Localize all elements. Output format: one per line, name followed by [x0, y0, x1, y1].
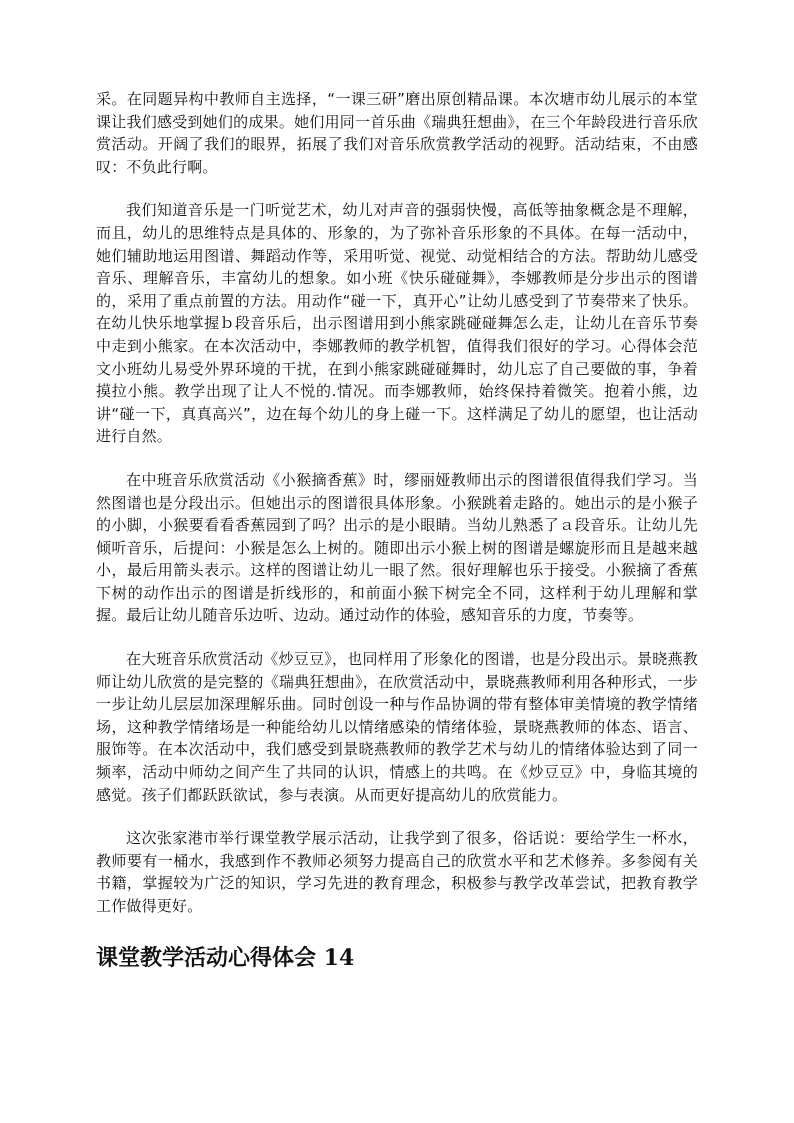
paragraph-conclusion: 这次张家港市举行课堂教学展示活动，让我学到了很多，俗话说：要给学生一杯水，教师要有一桶水，我感到作不教师必须努力提高自己的欣赏水平和艺术修养。多参阅有关书籍，掌握较为广泛的知识，学习先进的教育理念，积极参与教学改革尝试，把教育教学工作做得更好。	[96, 829, 698, 915]
paragraph-senior-class: 在大班音乐欣赏活动《炒豆豆》，也同样用了形象化的图谱，也是分段出示。景晓燕教师让幼儿欣赏的是完整的《瑞典狂想曲》，在欣赏活动中，景晓燕教师利用各种形式，一步一步让幼儿层层加深理解乐曲。同时创设一种与作品协调的带有整体审美情境的教学情绪场，这种教学情绪场是一种能给幼儿以情绪感染的情绪体验，景晓燕教师的体态、语言、服饰等。在本次活动中，我们感受到景晓燕教师的教学艺术与幼儿的情绪体验达到了同一频率，活动中师幼之间产生了共同的认识，情感上的共鸣。在《炒豆豆》中，身临其境的感觉。孩子们都跃跃欲试，参与表演。从而更好提高幼儿的欣赏能力。	[96, 650, 698, 804]
document-page	[96, 88, 698, 973]
paragraph-continuation: 采。在同题异构中教师自主选择，“一课三研”磨出原创精品课。本次塘市幼儿展示的本堂课让我们感受到她们的成果。她们用同一首乐曲《瑞典狂想曲》，在三个年龄段进行音乐欣赏活动。开阔了我们的眼界，拓展了我们对音乐欣赏教学活动的视野。活动结束，不由感叹：不负此行啊。	[96, 90, 698, 176]
section-heading: 课堂教学活动心得体会 14	[96, 944, 355, 971]
paragraph-middle-class: 在中班音乐欣赏活动《小猴摘香蕉》时，缪丽娅教师出示的图谱很值得我们学习。当然图谱也是分段出示。但她出示的图谱很具体形象。小猴跳着走路的。她出示的是小猴子的小脚，小猴要看看香蕉园到了吗？出示的是小眼睛。当幼儿熟悉了ａ段音乐。让幼儿先倾听音乐，后提问：小猴是怎么上树的。随即出示小猴上树的图谱是螺旋形而且是越来越小，最后用箭头表示。这样的图谱让幼儿一眼了然。很好理解也乐于接受。小猴摘了香蕉下树的动作出示的图谱是折线形的，和前面小猴下树完全不同，这样利于幼儿理解和掌握。最后让幼儿随音乐边听、边动。通过动作的体验，感知音乐的力度，节奏等。	[96, 470, 698, 625]
paragraph-music-perception: 我们知道音乐是一门听觉艺术，幼儿对声音的强弱快慢，高低等抽象概念是不理解，而且，幼儿的思维特点是具体的、形象的，为了弥补音乐形象的不具体。在每一活动中，她们辅助地运用图谱、舞蹈动作等，采用听觉、视觉、动觉相结合的方法。帮助幼儿感受音乐、理解音乐，丰富幼儿的想象。如小班《快乐碰碰舞》，李娜教师是分步出示的图谱的，采用了重点前置的方法。用动作“碰一下，真开心”让幼儿感受到了节奏带来了快乐。在幼儿快乐地掌握ｂ段音乐后，出示图谱用到小熊家跳碰碰舞怎么走，让幼儿在音乐节奏中走到小熊家。在本次活动中，李娜教师的教学机智，值得我们很好的学习。心得体会范文小班幼儿易受外界环境的干扰，在到小熊家跳碰碰舞时，幼儿忘了自己要做的事，争着摸拉小熊。教学出现了让人不悦的.情况。而李娜教师，始终保持着微笑。抱着小熊，边讲“碰一下，真真高兴”，边在每个幼儿的身上碰一下。这样满足了幼儿的愿望，也让活动进行自然。	[96, 201, 698, 446]
